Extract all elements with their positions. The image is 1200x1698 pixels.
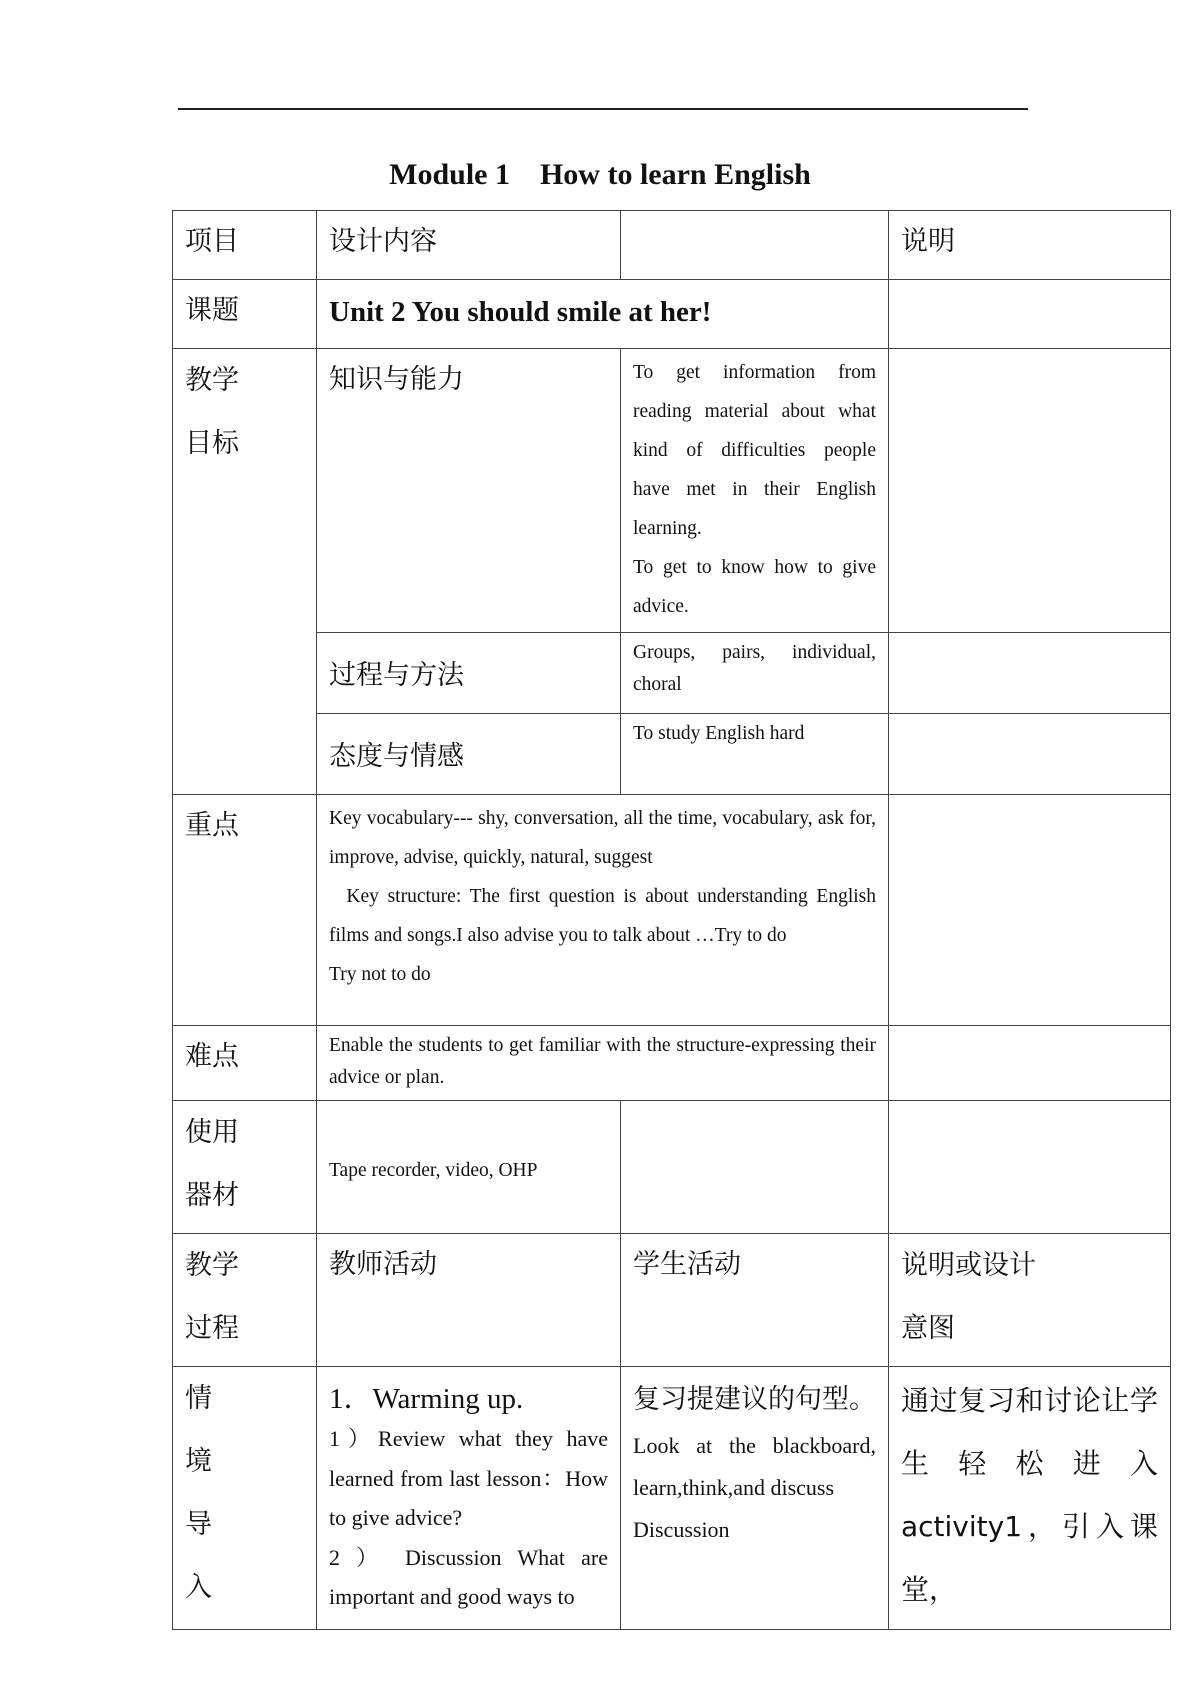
cell-key-label: 重点 <box>173 795 317 1026</box>
table-row-process-header <box>173 1234 1171 1367</box>
cell-key-note <box>889 795 1171 1026</box>
document-title: Module 1 How to learn English <box>389 158 811 191</box>
cell-teacher-header: 教师活动 <box>317 1234 621 1367</box>
cell-attitude-label: 态度与情感 <box>317 714 621 795</box>
cell-difficult-note <box>889 1026 1171 1101</box>
cell-content-header: 设计内容 <box>317 211 621 280</box>
intro-purpose-text: 通过复习和讨论让学生轻松进入activity1，引入课堂， <box>901 1384 1158 1606</box>
table-row-key-points <box>173 795 1171 1026</box>
table-row-header <box>173 211 1171 280</box>
cell-materials-label: 使用 器材 <box>173 1101 317 1234</box>
cell-topic-note <box>889 280 1171 349</box>
cell-intro-student <box>621 1367 889 1630</box>
cell-process-note <box>889 633 1171 714</box>
table-row-goals-attitude <box>173 714 1171 795</box>
cell-attitude-text: To study English hard <box>621 714 889 795</box>
cell-topic-value: Unit 2 You should smile at her! <box>317 280 889 349</box>
table-row-goals-process <box>173 633 1171 714</box>
cell-materials-text: Tape recorder, video, OHP <box>317 1101 621 1234</box>
cell-knowledge-note <box>889 349 1171 633</box>
warming-up-text: 1）Review what they have learned from last lesson：How to give advice? 2 ） Discussion What are important and good ways to <box>329 1426 608 1609</box>
cell-intro-label: 情 境 导 入 <box>173 1367 317 1630</box>
cell-difficult-text: Enable the students to get familiar with the structure-expressing their advice or plan. <box>317 1026 889 1101</box>
cell-process-label: 过程与方法 <box>317 633 621 714</box>
table-row-materials <box>173 1101 1171 1234</box>
cell-materials-note <box>889 1101 1171 1234</box>
warming-up-title: 1．Warming up. <box>329 1383 524 1415</box>
cell-knowledge-text: To get information from reading material about what kind of difficulties people have met in their English learning. To get to know how to give advice. <box>621 349 889 633</box>
cell-knowledge-label: 知识与能力 <box>317 349 621 633</box>
cell-student-header: 学生活动 <box>621 1234 889 1367</box>
cell-key-text: Key vocabulary--- shy, conversation, all the time, vocabulary, ask for, improve, advise, quickly, natural, suggest Key structure: The first question is about understanding English films and songs.I also advise you to talk about …Try to do Try not to do <box>317 795 889 1026</box>
student-activity-text: Look at the blackboard, learn,think,and discuss Discussion <box>633 1433 876 1542</box>
cell-process-text: Groups, pairs, individual, choral <box>621 633 889 714</box>
cell-item-header: 项目 <box>173 211 317 280</box>
lesson-plan-table <box>172 210 1171 1630</box>
table-row-goals-knowledge <box>173 349 1171 633</box>
cell-intro-teacher <box>317 1367 621 1630</box>
cell-process-header-label: 教学 过程 <box>173 1234 317 1367</box>
header-rule <box>178 108 1028 110</box>
table-row-difficult-points <box>173 1026 1171 1101</box>
cell-attitude-note <box>889 714 1171 795</box>
table-row-intro <box>173 1367 1171 1630</box>
cell-difficult-label: 难点 <box>173 1026 317 1101</box>
cell-note-header-2: 说明或设计 意图 <box>889 1234 1171 1367</box>
cell-materials-blank <box>621 1101 889 1234</box>
cell-note-header: 说明 <box>889 211 1171 280</box>
cell-blank-header <box>621 211 889 280</box>
cell-goals-label: 教学 目标 <box>173 349 317 795</box>
student-review-text: 复习提建议的句型。 <box>633 1384 876 1415</box>
cell-intro-note <box>889 1367 1171 1630</box>
table-row-topic <box>173 280 1171 349</box>
cell-topic-label: 课题 <box>173 280 317 349</box>
